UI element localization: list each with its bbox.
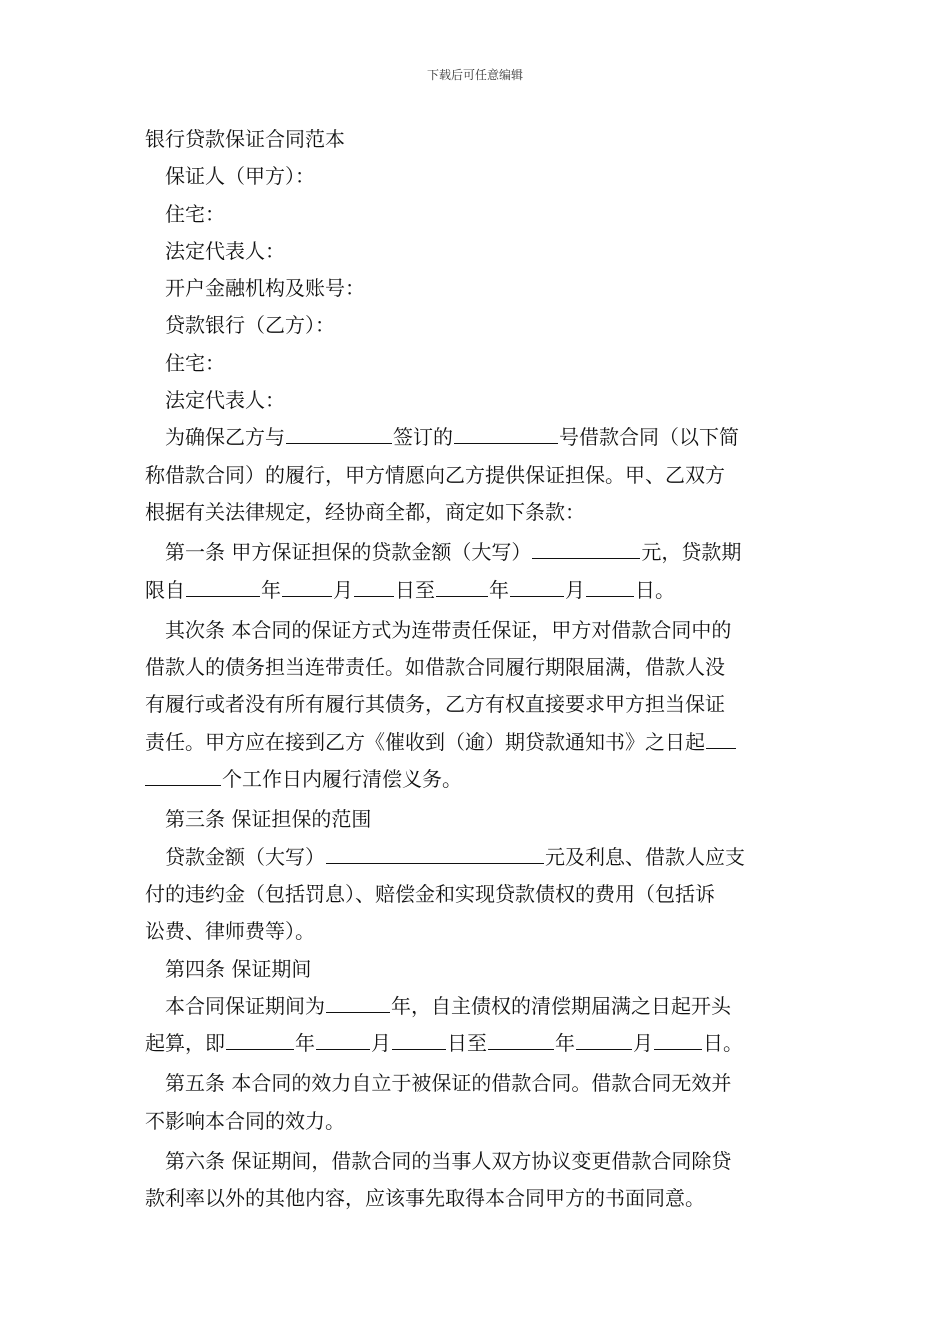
article-2-line-3: 有履行或者没有所有履行其债务，乙方有权直接要求甲方担当保证 — [145, 692, 725, 717]
blank-field[interactable] — [186, 578, 260, 597]
blank-field[interactable] — [510, 578, 564, 597]
article-2-line-5 — [145, 761, 807, 798]
blank-field[interactable] — [326, 994, 390, 1013]
intro-line-2: 称借款合同）的履行，甲方情愿向乙方提供保证担保。甲、乙双方 — [145, 462, 725, 487]
article-1-text: 第一条 甲方保证担保的贷款金额（大写） — [165, 540, 532, 565]
blank-field[interactable] — [454, 425, 558, 444]
article-5-line-2: 不影响本合同的效力。 — [145, 1108, 345, 1133]
intro-line-1 — [145, 419, 807, 456]
year-label: 年 — [555, 1031, 575, 1056]
blank-field[interactable] — [532, 540, 640, 559]
day-to-label: 日至 — [395, 577, 435, 602]
blank-field[interactable] — [706, 730, 736, 749]
article-5-line-1: 第五条 本合同的效力自立于被保证的借款合同。借款合同无效并 — [165, 1071, 732, 1096]
article-3-line-1 — [145, 839, 807, 876]
blank-field[interactable] — [282, 578, 332, 597]
page-header-note: 下载后可任意编辑 — [426, 68, 523, 82]
article-1-line-1 — [145, 534, 807, 571]
day-end-label: 日。 — [635, 577, 675, 602]
year-label: 年 — [489, 577, 509, 602]
year-label: 年 — [295, 1031, 315, 1056]
year-label: 年 — [261, 577, 281, 602]
party-a-rep-label: 法定代表人： — [165, 238, 285, 263]
article-4-line-1 — [145, 988, 807, 1025]
article-3-text-2: 元及利息、借款人应支 — [545, 844, 745, 869]
month-label: 月 — [565, 577, 585, 602]
blank-field[interactable] — [286, 425, 392, 444]
blank-field[interactable] — [436, 578, 488, 597]
party-a-address-label: 住宅： — [165, 201, 225, 226]
blank-field[interactable] — [654, 1031, 702, 1050]
blank-field[interactable] — [392, 1031, 446, 1050]
intro-text-2: 签订的 — [393, 425, 453, 450]
blank-field[interactable] — [316, 1031, 370, 1050]
article-2-line-1: 其次条 本合同的保证方式为连带责任保证，甲方对借款合同中的 — [165, 617, 732, 642]
day-to-label: 日至 — [447, 1031, 487, 1056]
article-1-line-2 — [145, 572, 807, 609]
article-4-date-prefix: 起算，即 — [145, 1031, 225, 1056]
article-4-text-2: 年，自主债权的清偿期届满之日起开头 — [391, 993, 731, 1018]
article-2-line-2: 借款人的债务担当连带责任。如借款合同履行期限届满，借款人没 — [145, 655, 725, 680]
article-6-line-2: 款利率以外的其他内容，应该事先取得本合同甲方的书面同意。 — [145, 1186, 705, 1211]
article-4-heading: 第四条 保证期间 — [165, 956, 312, 981]
document-body — [145, 121, 807, 1218]
party-a-label: 保证人（甲方）： — [165, 164, 315, 189]
blank-field[interactable] — [145, 767, 221, 786]
party-a-account-label: 开户金融机构及账号： — [165, 276, 365, 301]
day-end-label: 日。 — [703, 1031, 743, 1056]
party-b-label: 贷款银行（乙方）： — [165, 313, 335, 338]
intro-line-3: 根据有关法律规定，经协商全都，商定如下条款： — [145, 499, 585, 524]
intro-text-1: 为确保乙方与 — [165, 425, 285, 450]
article-1-date-prefix: 限自 — [145, 577, 185, 602]
party-b-rep-label: 法定代表人： — [165, 388, 285, 413]
blank-field[interactable] — [326, 845, 544, 864]
month-label: 月 — [333, 577, 353, 602]
article-1-text-2: 元，贷款期 — [641, 540, 742, 565]
blank-field[interactable] — [354, 578, 394, 597]
article-4-line-2 — [145, 1025, 807, 1062]
month-label: 月 — [371, 1031, 391, 1056]
article-4-text-1: 本合同保证期间为 — [165, 993, 325, 1018]
blank-field[interactable] — [576, 1031, 632, 1050]
blank-field[interactable] — [226, 1031, 294, 1050]
article-2-line-4 — [145, 724, 807, 761]
blank-field[interactable] — [586, 578, 634, 597]
article-3-heading: 第三条 保证担保的范围 — [165, 807, 372, 832]
article-6-line-1: 第六条 保证期间，借款合同的当事人双方协议变更借款合同除贷 — [165, 1149, 732, 1174]
party-b-address-label: 住宅： — [165, 350, 225, 375]
month-label: 月 — [633, 1031, 653, 1056]
article-2-text-4: 责任。甲方应在接到乙方《催收到（逾）期贷款通知书》之日起 — [145, 729, 705, 754]
article-3-line-2: 付的违约金（包括罚息）、赔偿金和实现贷款债权的费用（包括诉 — [145, 881, 715, 906]
article-2-text-5: 个工作日内履行清偿义务。 — [222, 767, 462, 792]
blank-field[interactable] — [488, 1031, 554, 1050]
article-3-text-1: 贷款金额（大写） — [165, 844, 325, 869]
article-3-line-3: 讼费、律师费等）。 — [145, 919, 315, 944]
intro-text-3: 号借款合同（以下简 — [559, 425, 739, 450]
document-title: 银行贷款保证合同范本 — [145, 127, 345, 151]
